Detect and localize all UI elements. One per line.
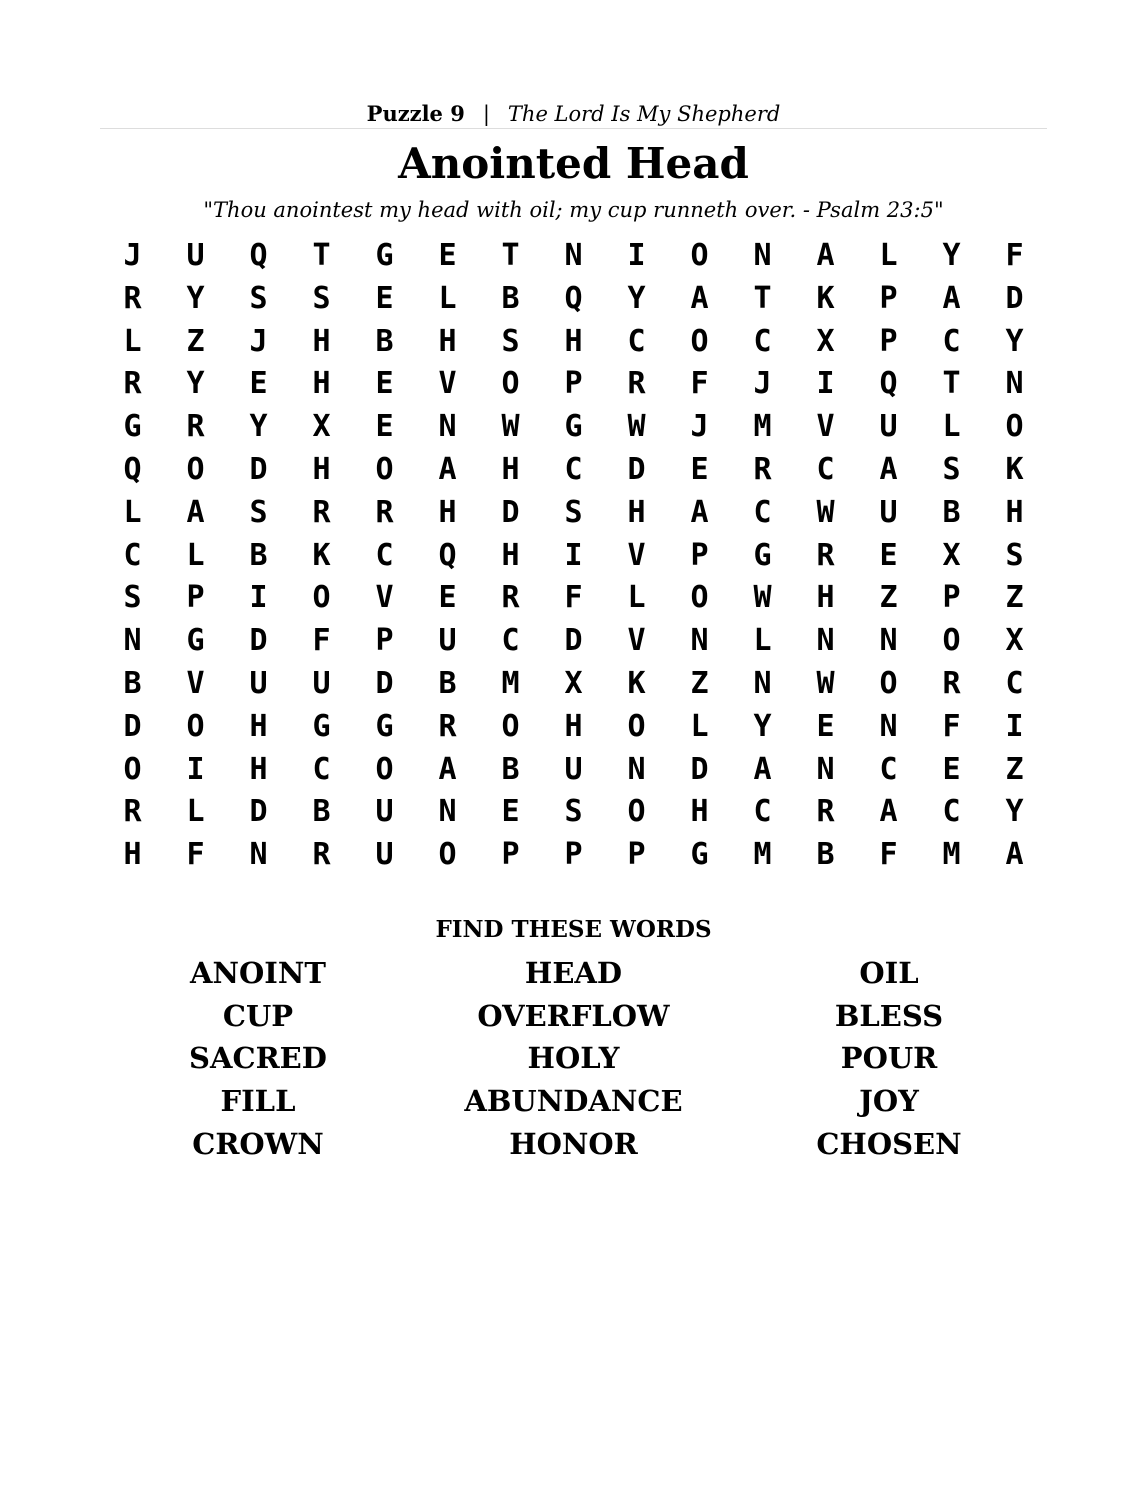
grid-cell[interactable]: U — [186, 238, 205, 273]
grid-cell[interactable]: B — [816, 837, 835, 873]
grid-cell[interactable]: Q — [879, 366, 898, 402]
grid-cell[interactable]: O — [1005, 409, 1024, 445]
word-list-item: JOY — [859, 1084, 919, 1119]
grid-cell[interactable]: H — [312, 323, 331, 359]
grid-cell[interactable]: O — [375, 751, 394, 787]
grid-cell[interactable]: F — [942, 708, 961, 744]
grid-cell[interactable]: S — [564, 794, 583, 830]
grid-cell[interactable]: V — [627, 623, 646, 659]
grid-cell[interactable]: K — [627, 665, 646, 701]
grid-cell[interactable]: B — [375, 323, 394, 359]
grid-cell[interactable]: O — [690, 580, 709, 616]
grid-cell[interactable]: O — [123, 751, 142, 787]
grid-cell[interactable]: F — [564, 580, 583, 616]
grid-cell[interactable]: I — [1005, 708, 1024, 744]
grid-cell[interactable]: X — [564, 665, 583, 701]
grid-cell[interactable]: S — [312, 280, 331, 316]
grid-cell[interactable]: E — [375, 366, 394, 402]
grid-cell[interactable]: Q — [564, 280, 583, 316]
grid-cell[interactable]: N — [249, 837, 268, 873]
grid-cell[interactable]: D — [501, 494, 520, 530]
grid-cell[interactable]: N — [753, 665, 772, 701]
grid-cell[interactable]: D — [249, 794, 268, 830]
grid-cell[interactable]: N — [690, 623, 709, 659]
grid-cell[interactable]: U — [879, 409, 898, 445]
grid-cell[interactable]: Z — [186, 323, 205, 359]
grid-cell[interactable]: N — [438, 794, 457, 830]
word-list-item: CUP — [222, 998, 294, 1033]
grid-cell[interactable]: N — [1005, 366, 1024, 402]
grid-cell[interactable]: J — [123, 238, 142, 273]
grid-cell[interactable]: R — [312, 837, 331, 873]
grid-cell[interactable]: E — [249, 366, 268, 402]
grid-cell[interactable]: U — [312, 665, 331, 701]
grid-cell[interactable]: H — [501, 451, 520, 487]
grid-cell[interactable]: T — [312, 238, 331, 273]
grid-cell[interactable]: E — [690, 451, 709, 487]
grid-cell[interactable]: L — [438, 280, 457, 316]
grid-cell[interactable]: C — [942, 794, 961, 830]
grid-cell[interactable]: T — [942, 366, 961, 402]
grid-cell[interactable]: D — [249, 451, 268, 487]
grid-cell[interactable]: R — [123, 280, 142, 316]
grid-cell[interactable]: V — [186, 665, 205, 701]
grid-cell[interactable]: T — [501, 238, 520, 273]
grid-cell[interactable]: U — [564, 751, 583, 787]
word-list-item: FILL — [220, 1084, 296, 1119]
word-list-item: HONOR — [509, 1126, 638, 1161]
grid-cell[interactable]: T — [753, 280, 772, 316]
grid-cell[interactable]: B — [312, 794, 331, 830]
word-list-item: BLESS — [834, 998, 944, 1033]
grid-cell[interactable]: V — [438, 366, 457, 402]
grid-cell[interactable]: R — [438, 708, 457, 744]
grid-cell[interactable]: C — [942, 323, 961, 359]
grid-cell[interactable]: B — [501, 751, 520, 787]
grid-cell[interactable]: H — [501, 537, 520, 573]
grid-cell[interactable]: S — [123, 580, 142, 616]
grid-cell[interactable]: W — [501, 409, 520, 445]
grid-cell[interactable]: L — [123, 494, 142, 530]
grid-cell[interactable]: Y — [627, 280, 646, 316]
puzzle-title: Anointed Head — [398, 139, 749, 188]
grid-cell[interactable]: A — [690, 494, 709, 530]
grid-cell[interactable]: N — [627, 751, 646, 787]
grid-cell[interactable]: S — [249, 280, 268, 316]
grid-cell[interactable]: Z — [1005, 580, 1024, 616]
grid-cell[interactable]: E — [375, 409, 394, 445]
scripture-verse: "Thou anointest my head with oil; my cup runneth over. - Psalm 23:5" — [203, 198, 944, 222]
grid-cell[interactable]: J — [753, 366, 772, 402]
grid-cell[interactable]: N — [879, 623, 898, 659]
grid-cell[interactable]: D — [1005, 280, 1024, 316]
grid-cell[interactable]: L — [627, 580, 646, 616]
grid-cell[interactable]: L — [123, 323, 142, 359]
grid-cell[interactable]: P — [375, 623, 394, 659]
grid-cell[interactable]: A — [816, 238, 835, 273]
grid-cell[interactable]: G — [312, 708, 331, 744]
grid-cell[interactable]: U — [375, 837, 394, 873]
grid-cell[interactable]: V — [816, 409, 835, 445]
grid-cell[interactable]: O — [186, 451, 205, 487]
grid-cell[interactable]: A — [186, 494, 205, 530]
grid-cell[interactable]: Y — [1005, 794, 1024, 830]
grid-cell[interactable]: Y — [186, 366, 205, 402]
grid-cell[interactable]: N — [879, 708, 898, 744]
grid-cell[interactable]: R — [816, 537, 835, 573]
grid-cell[interactable]: E — [501, 794, 520, 830]
grid-cell[interactable]: Z — [1005, 751, 1024, 787]
grid-cell[interactable]: N — [564, 238, 583, 273]
grid-cell[interactable]: N — [123, 623, 142, 659]
grid-cell[interactable]: R — [123, 366, 142, 402]
grid-cell[interactable]: A — [753, 751, 772, 787]
grid-cell[interactable]: M — [942, 837, 961, 873]
puzzle-theme: The Lord Is My Shepherd — [507, 102, 781, 126]
grid-cell[interactable]: H — [249, 708, 268, 744]
grid-cell[interactable]: Q — [438, 537, 457, 573]
grid-cell[interactable]: J — [249, 323, 268, 359]
grid-cell[interactable]: L — [186, 794, 205, 830]
grid-cell[interactable]: U — [375, 794, 394, 830]
grid-cell[interactable]: A — [942, 280, 961, 316]
header-divider — [100, 128, 1047, 129]
grid-cell[interactable]: C — [564, 451, 583, 487]
grid-cell[interactable]: Y — [942, 238, 961, 273]
grid-cell[interactable]: A — [690, 280, 709, 316]
grid-cell[interactable]: P — [186, 580, 205, 616]
grid-cell[interactable]: B — [942, 494, 961, 530]
grid-cell[interactable]: S — [249, 494, 268, 530]
grid-cell[interactable]: R — [186, 409, 205, 445]
word-list-item: CROWN — [192, 1126, 324, 1161]
grid-cell[interactable]: O — [438, 837, 457, 873]
grid-cell[interactable]: R — [375, 494, 394, 530]
grid-cell[interactable]: P — [879, 280, 898, 316]
grid-cell[interactable]: N — [816, 623, 835, 659]
grid-cell[interactable]: C — [123, 537, 142, 573]
word-list-item: SACRED — [189, 1041, 327, 1076]
grid-cell[interactable]: O — [501, 366, 520, 402]
grid-cell[interactable]: Q — [249, 238, 268, 273]
grid-cell[interactable]: C — [501, 623, 520, 659]
grid-cell[interactable]: C — [753, 794, 772, 830]
grid-cell[interactable]: S — [1005, 537, 1024, 573]
grid-cell[interactable]: H — [123, 837, 142, 873]
grid-cell[interactable]: P — [627, 837, 646, 873]
grid-cell[interactable]: G — [753, 537, 772, 573]
grid-cell[interactable]: W — [816, 494, 835, 530]
grid-cell[interactable]: H — [1005, 494, 1024, 530]
grid-cell[interactable]: E — [438, 580, 457, 616]
grid-cell[interactable]: U — [879, 494, 898, 530]
grid-cell[interactable]: O — [942, 623, 961, 659]
word-list-item: OVERFLOW — [477, 998, 670, 1033]
grid-cell[interactable]: R — [627, 366, 646, 402]
grid-cell[interactable]: C — [816, 451, 835, 487]
grid-cell[interactable]: Y — [186, 280, 205, 316]
grid-cell[interactable]: Q — [123, 451, 142, 487]
word-list-item: OIL — [859, 956, 919, 990]
grid-cell[interactable]: W — [816, 665, 835, 701]
grid-cell[interactable]: J — [690, 409, 709, 445]
grid-cell[interactable]: U — [249, 665, 268, 701]
grid-cell[interactable]: E — [375, 280, 394, 316]
grid-cell[interactable]: O — [690, 238, 709, 273]
grid-cell[interactable]: S — [501, 323, 520, 359]
grid-cell[interactable]: F — [1005, 238, 1024, 273]
grid-cell[interactable]: L — [879, 238, 898, 273]
grid-cell[interactable]: S — [564, 494, 583, 530]
grid-cell[interactable]: O — [501, 708, 520, 744]
grid-cell[interactable]: F — [879, 837, 898, 873]
grid-cell[interactable]: D — [375, 665, 394, 701]
grid-cell[interactable]: I — [564, 537, 583, 573]
grid-cell[interactable]: B — [123, 665, 142, 701]
word-list-heading: FIND THESE WORDS — [435, 916, 712, 943]
grid-cell[interactable]: K — [312, 537, 331, 573]
grid-cell[interactable]: I — [249, 580, 268, 616]
grid-cell[interactable]: N — [816, 751, 835, 787]
grid-cell[interactable]: L — [690, 708, 709, 744]
grid-cell[interactable]: Y — [753, 708, 772, 744]
grid-cell[interactable]: B — [438, 665, 457, 701]
grid-cell[interactable]: B — [249, 537, 268, 573]
grid-cell[interactable]: H — [627, 494, 646, 530]
word-list-item: ANOINT — [190, 956, 326, 990]
grid-cell[interactable]: P — [942, 580, 961, 616]
grid-cell[interactable]: U — [438, 623, 457, 659]
grid-cell[interactable]: L — [186, 537, 205, 573]
grid-cell[interactable]: Z — [879, 580, 898, 616]
grid-cell[interactable]: B — [501, 280, 520, 316]
grid-cell[interactable]: W — [627, 409, 646, 445]
grid-cell[interactable]: F — [312, 623, 331, 659]
grid-cell[interactable]: C — [753, 323, 772, 359]
grid-cell[interactable]: I — [627, 238, 646, 273]
grid-cell[interactable]: O — [627, 708, 646, 744]
grid-cell[interactable]: A — [438, 751, 457, 787]
grid-cell[interactable]: E — [816, 708, 835, 744]
header-separator: | — [482, 102, 490, 126]
grid-cell[interactable]: G — [564, 409, 583, 445]
grid-cell[interactable]: M — [501, 665, 520, 701]
grid-cell[interactable]: K — [816, 280, 835, 316]
grid-cell[interactable]: R — [816, 794, 835, 830]
grid-cell[interactable]: C — [375, 537, 394, 573]
puzzle-header — [100, 97, 1047, 131]
grid-cell[interactable]: O — [375, 451, 394, 487]
grid-cell[interactable]: O — [879, 665, 898, 701]
grid-cell[interactable]: M — [753, 409, 772, 445]
grid-cell[interactable]: E — [438, 238, 457, 273]
grid-cell[interactable]: W — [753, 580, 772, 616]
grid-cell[interactable]: R — [312, 494, 331, 530]
grid-cell[interactable]: I — [186, 751, 205, 787]
grid-cell[interactable]: X — [816, 323, 835, 359]
grid-cell[interactable]: P — [690, 537, 709, 573]
grid-cell[interactable]: H — [438, 494, 457, 530]
grid-cell[interactable]: G — [375, 238, 394, 273]
grid-cell[interactable]: H — [564, 708, 583, 744]
grid-cell[interactable]: P — [564, 837, 583, 873]
grid-cell[interactable]: N — [438, 409, 457, 445]
grid-cell[interactable]: C — [879, 751, 898, 787]
word-list-item: POUR — [840, 1041, 938, 1076]
grid-cell[interactable]: I — [816, 366, 835, 402]
grid-cell[interactable]: R — [501, 580, 520, 616]
grid-cell[interactable]: A — [879, 451, 898, 487]
word-list-item: HEAD — [524, 956, 623, 990]
grid-cell[interactable]: E — [879, 537, 898, 573]
grid-cell[interactable]: H — [564, 323, 583, 359]
grid-cell[interactable]: O — [312, 580, 331, 616]
grid-cell[interactable]: D — [627, 451, 646, 487]
grid-cell[interactable]: L — [753, 623, 772, 659]
grid-cell[interactable]: G — [186, 623, 205, 659]
grid-cell[interactable]: R — [942, 665, 961, 701]
word-list-item: HOLY — [527, 1041, 620, 1076]
grid-cell[interactable]: X — [942, 537, 961, 573]
grid-cell[interactable]: D — [249, 623, 268, 659]
grid-cell[interactable]: M — [753, 837, 772, 873]
grid-cell[interactable]: N — [753, 238, 772, 273]
grid-cell[interactable]: P — [564, 366, 583, 402]
grid-cell[interactable]: H — [690, 794, 709, 830]
grid-cell[interactable]: H — [438, 323, 457, 359]
letter-grid — [101, 235, 1046, 877]
grid-cell[interactable]: X — [1005, 623, 1024, 659]
grid-cell[interactable]: P — [879, 323, 898, 359]
grid-cell[interactable]: Y — [1005, 323, 1024, 359]
word-list-item: ABUNDANCE — [464, 1084, 683, 1119]
grid-cell[interactable]: A — [879, 794, 898, 830]
grid-cell[interactable]: E — [942, 751, 961, 787]
grid-cell[interactable]: Z — [690, 665, 709, 701]
grid-cell[interactable]: X — [312, 409, 331, 445]
grid-cell[interactable]: V — [627, 537, 646, 573]
grid-cell[interactable]: G — [690, 837, 709, 873]
grid-cell[interactable]: R — [123, 794, 142, 830]
grid-cell[interactable]: A — [1005, 837, 1024, 873]
grid-cell[interactable]: P — [501, 837, 520, 873]
grid-cell[interactable]: G — [375, 708, 394, 744]
grid-cell[interactable]: A — [438, 451, 457, 487]
grid-cell[interactable]: G — [123, 409, 142, 445]
puzzle-number: Puzzle 9 — [366, 101, 465, 126]
grid-cell[interactable]: H — [312, 366, 331, 402]
grid-cell[interactable]: R — [753, 451, 772, 487]
grid-cell[interactable]: Y — [249, 409, 268, 445]
grid-cell[interactable]: C — [1005, 665, 1024, 701]
word-list — [100, 952, 1047, 1165]
grid-cell[interactable]: L — [942, 409, 961, 445]
grid-cell[interactable]: S — [942, 451, 961, 487]
grid-cell[interactable]: O — [690, 323, 709, 359]
grid-cell[interactable]: H — [249, 751, 268, 787]
word-list-item: CHOSEN — [816, 1126, 962, 1161]
grid-cell[interactable]: F — [690, 366, 709, 402]
grid-cell[interactable]: D — [690, 751, 709, 787]
grid-cell[interactable]: O — [627, 794, 646, 830]
grid-cell[interactable]: F — [186, 837, 205, 873]
grid-cell[interactable]: D — [123, 708, 142, 744]
grid-cell[interactable]: C — [753, 494, 772, 530]
grid-cell[interactable]: H — [312, 451, 331, 487]
grid-cell[interactable]: C — [627, 323, 646, 359]
grid-cell[interactable]: C — [312, 751, 331, 787]
grid-cell[interactable]: K — [1005, 451, 1024, 487]
grid-cell[interactable]: D — [564, 623, 583, 659]
grid-cell[interactable]: H — [816, 580, 835, 616]
grid-cell[interactable]: O — [186, 708, 205, 744]
grid-cell[interactable]: V — [375, 580, 394, 616]
